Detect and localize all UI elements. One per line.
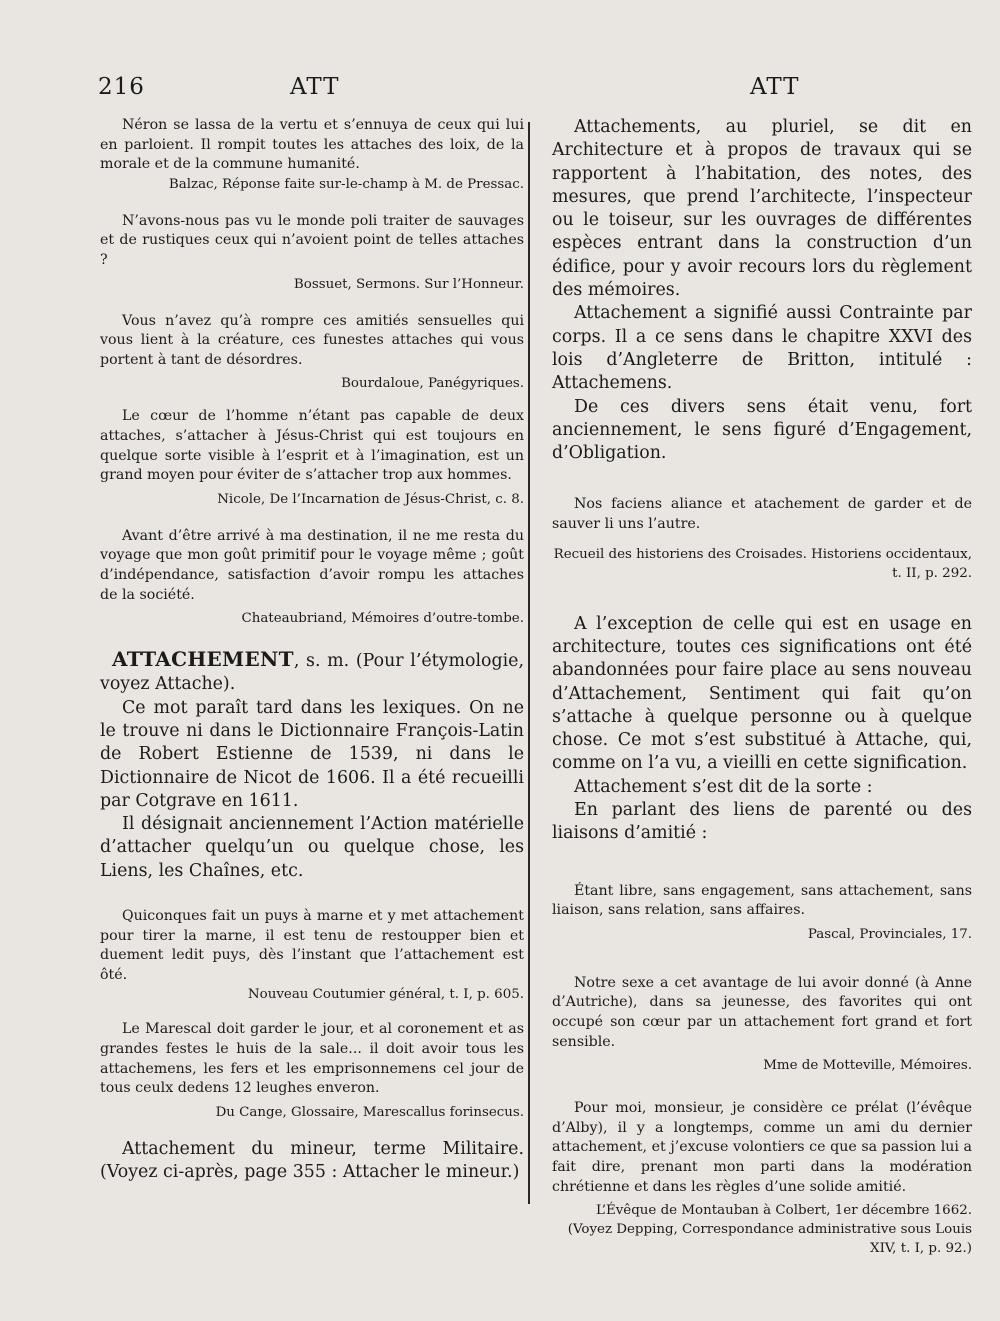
left-running-head: ATT bbox=[290, 74, 340, 100]
entry-paragraph: De ces divers sens était venu, fort anciennement, le sens figuré d’Engagement, d’Obligation. bbox=[552, 396, 972, 464]
quote-text: Étant libre, sans engagement, sans attachement, sans liaison, sans relation, sans affaires. bbox=[552, 882, 972, 919]
quote-nicole bbox=[100, 407, 524, 508]
entry-headword: ATTACHEMENT bbox=[112, 647, 294, 672]
sense-block-modern bbox=[552, 613, 972, 846]
quote-bossuet bbox=[100, 212, 524, 294]
quote-croisades bbox=[552, 495, 972, 582]
quote-montauban bbox=[552, 1099, 972, 1258]
page-number: 216 bbox=[98, 74, 145, 100]
quote-ducange bbox=[100, 1020, 524, 1121]
column-divider bbox=[528, 122, 530, 1204]
right-running-head: ATT bbox=[750, 74, 800, 100]
quote-chateaubriand bbox=[100, 527, 524, 628]
quote-text: N’avons-nous pas vu le monde poli traiter de sauvages et de rustiques ceux qui n’avoient point de telles attaches ? bbox=[100, 212, 524, 268]
entry-attachement-du-mineur bbox=[100, 1138, 524, 1185]
entry-definition: , s. m. (Pour l’étymologie, voyez Attache). bbox=[100, 651, 524, 695]
quote-source: Bourdaloue, Panégyriques. bbox=[341, 376, 524, 392]
quote-source: L’Évêque de Montauban à Colbert, 1er décembre 1662. (Voyez Depping, Correspondance administrative sous Louis XIV, t. I, p. 92.) bbox=[567, 1203, 972, 1257]
entry-paragraph: Attachements, au pluriel, se dit en Architecture et à propos de travaux qui se rapportent à l’habitation, des notes, des mesures, que prend l’architecte, l’inspecteur ou le toiseur, sur les ouvrages de différentes espèces entrant dans la construction d’un édifice, pour y avoir recours lors du règlement des mémoires. bbox=[552, 117, 972, 301]
quote-source: Nicole, De l’Incarnation de Jésus-Christ, c. 8. bbox=[217, 491, 524, 507]
quote-source: Chateaubriand, Mémoires d’outre-tombe. bbox=[241, 611, 524, 627]
quote-coutumier bbox=[100, 907, 524, 1004]
entry-paragraph: A l’exception de celle qui est en usage en architecture, toutes ces significations ont été abandonnées pour faire place au sens nouveau d’Attachement, Sentiment qui fait qu’on s’attache à quelque personne ou à quelque chose. Ce mot s’est substitué à Attache, qui, comme on l’a vu, a vieilli en cette signification. bbox=[552, 613, 972, 774]
quote-text: Notre sexe a cet avantage de lui avoir donné (à Anne d’Autriche), dans sa jeunesse, des favorites qui ont occupé son cœur par un attachement fort grand et fort sensible. bbox=[552, 974, 972, 1050]
quote-text: Nos faciens aliance et atachement de garder et de sauver li uns l’autre. bbox=[552, 496, 972, 533]
entry-paragraph: Il désignait anciennement l’Action matérielle d’attacher quelqu’un ou quelque chose, les Liens, les Chaînes, etc. bbox=[100, 814, 524, 881]
sense-block bbox=[552, 116, 972, 465]
entry-paragraph: Attachement du mineur, terme Militaire. (Voyez ci-après, page 355 : Attacher le mineur.) bbox=[100, 1138, 524, 1183]
quote-text: Néron se lassa de la vertu et s’ennuya de ceux qui lui en parloient. Il rompit toutes les attaches des loix, de la morale et de la commune humanité. bbox=[100, 117, 524, 173]
quote-source: Recueil des historiens des Croisades. Historiens occidentaux, t. II, p. 292. bbox=[553, 546, 972, 581]
right-column bbox=[552, 116, 972, 1258]
entry-paragraph: Attachement a signifié aussi Contrainte par corps. Il a ce sens dans le chapitre XXVI des lois d’Angleterre de Britton, intitulé : Attachemens. bbox=[552, 303, 972, 394]
quote-source: Pascal, Provinciales, 17. bbox=[807, 926, 972, 942]
entry-paragraph: Attachement s’est dit de la sorte : bbox=[574, 776, 873, 797]
entry-paragraph: Ce mot paraît tard dans les lexiques. On ne le trouve ni dans le Dictionnaire François-Latin de Robert Estienne de 1539, ni dans le Dictionnaire de Nicot de 1606. Il a été recueilli par Cotgrave en 1611. bbox=[100, 697, 524, 811]
quote-text: Vous n’avez qu’à rompre ces amitiés sensuelles qui vous lient à la créature, ces funestes attaches qui vous portent à tant de désordres. bbox=[100, 312, 524, 368]
quote-bourdaloue bbox=[100, 312, 524, 394]
entry-attachement bbox=[100, 648, 524, 883]
left-column bbox=[100, 116, 524, 1184]
quote-text: Quiconques fait un puys à marne et y met attachement pour tirer la marne, il est tenu de restoupper bien et duement ledit puys, dès l’instant que l’attachement est ôté. bbox=[100, 908, 524, 983]
quote-balzac bbox=[100, 116, 524, 194]
quote-source: Mme de Motteville, Mémoires. bbox=[763, 1058, 972, 1074]
quote-source: Balzac, Réponse faite sur-le-champ à M. de Pressac. bbox=[168, 176, 524, 192]
quote-pascal bbox=[552, 882, 972, 944]
quote-source: Du Cange, Glossaire, Marescallus forinsecus. bbox=[215, 1104, 524, 1120]
quote-source: Nouveau Coutumier général, t. I, p. 605. bbox=[247, 987, 524, 1003]
entry-paragraph: En parlant des liens de parenté ou des liaisons d’amitié : bbox=[552, 800, 972, 844]
quote-text: Le cœur de l’homme n’étant pas capable de deux attaches, s’attacher à Jésus-Christ qui est toujours en quelque sorte visible à l’esprit et à l’imagination, est un grand moyen pour éviter de s’attacher trop aux hommes. bbox=[100, 408, 524, 484]
quote-source: Bossuet, Sermons. Sur l’Honneur. bbox=[293, 276, 524, 292]
quote-motteville bbox=[552, 974, 972, 1075]
quote-text: Pour moi, monsieur, je considère ce prélat (l’évêque d’Alby), il y a longtemps, comme un ami du dernier attachement, et j’excuse volontiers ce que sa passion lui a fait dire, prenant mon parti dans la modération chrétienne et dans les règles d’une solide amitié. bbox=[552, 1100, 972, 1195]
quote-text: Le Marescal doit garder le jour, et al coronement et as grandes festes le huis de la sale... il doit avoir tous les attachemens, les fers et les emprisonnemens cel jour de tous ceulx dedens 12 leughes enveron. bbox=[100, 1021, 524, 1097]
quote-text: Avant d’être arrivé à ma destination, il ne me resta du voyage que mon goût primitif pour le voyage même ; goût d’indépendance, satisfaction d’avoir rompu les attaches de la société. bbox=[100, 527, 524, 603]
